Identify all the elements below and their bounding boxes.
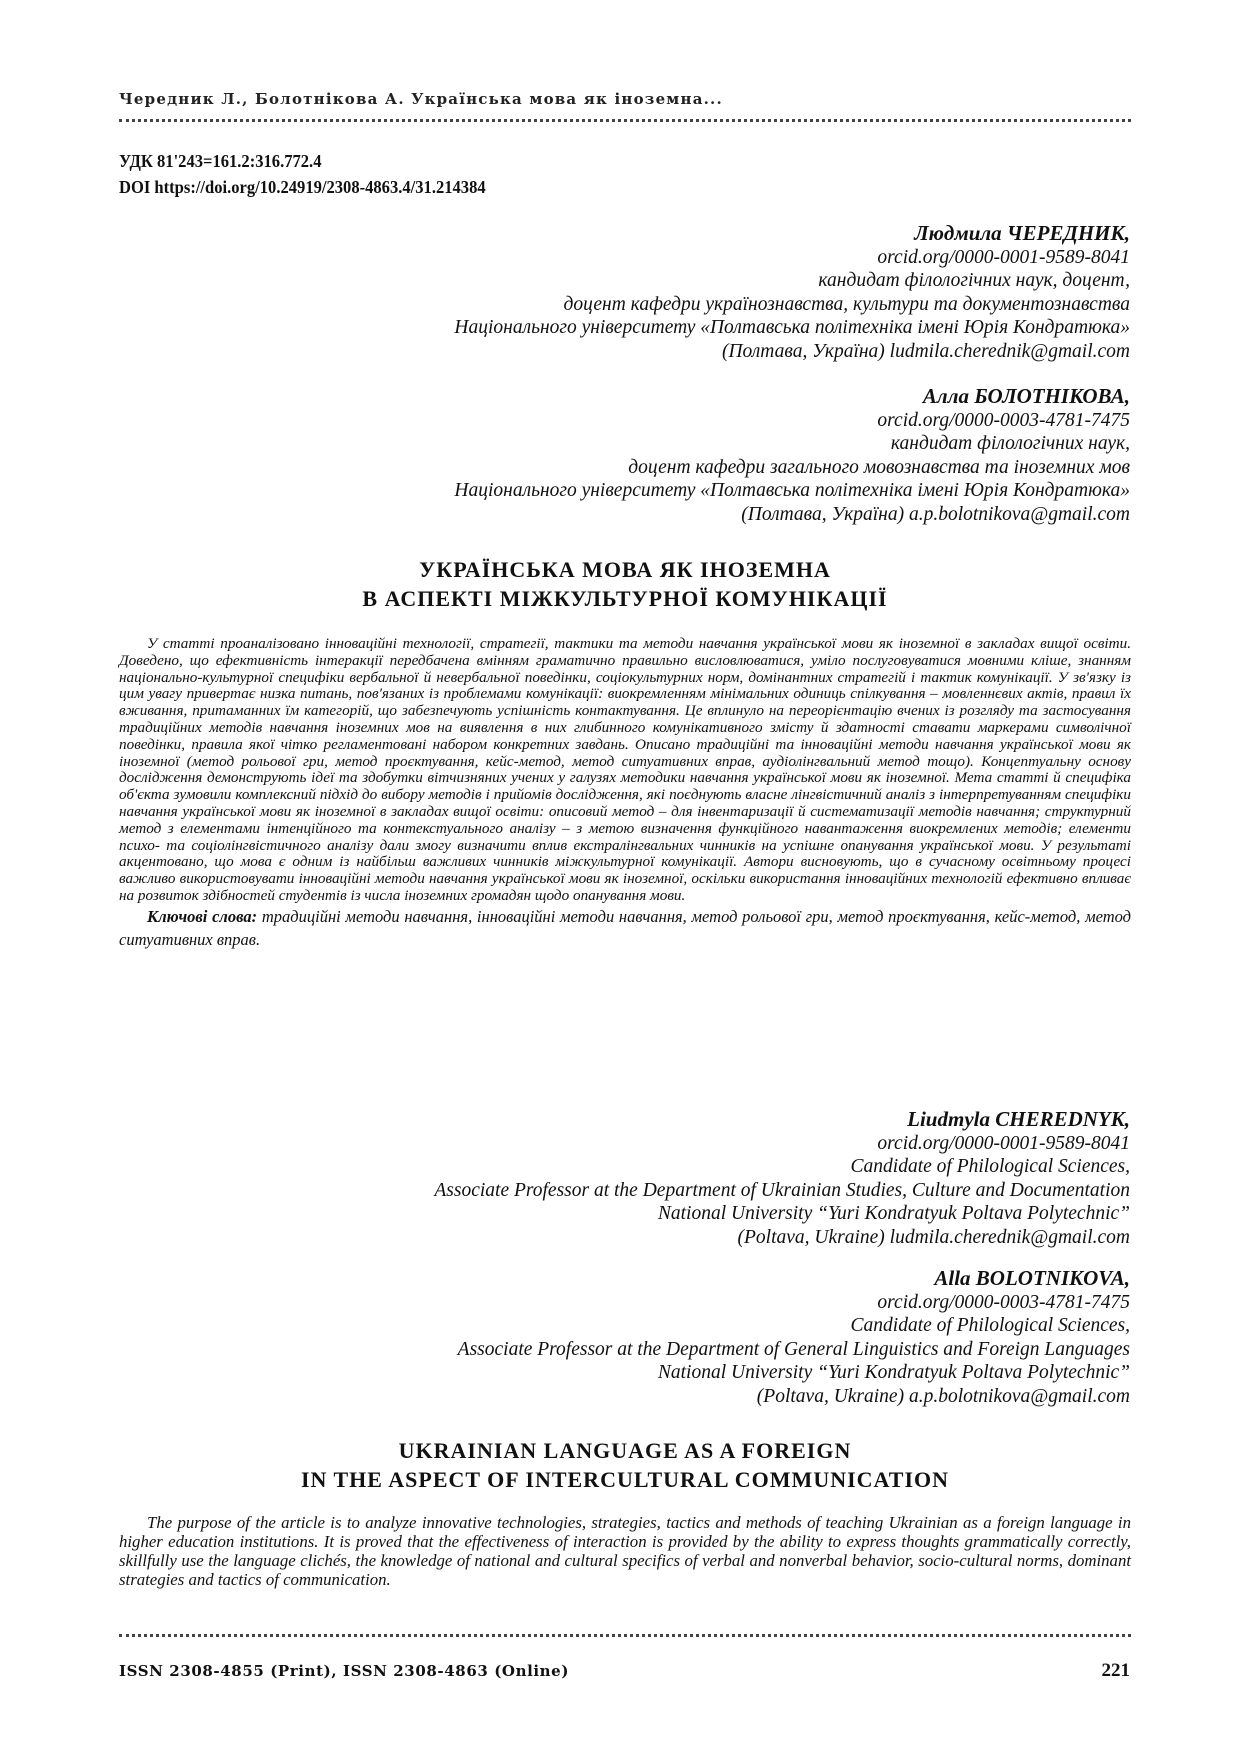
author-orcid[interactable]: orcid.org/0000-0001-9589-8041 (877, 246, 1130, 268)
keywords-text: традиційні методи навчання, інноваційні методи навчання, метод рольової гри, метод проєктування, кейс-метод, метод ситуативних вправ. (119, 906, 1131, 949)
abstract-text: У статті проаналізовано інноваційні технології, стратегії, тактики та методи навчання української мови як іноземної в закладах вищої освіти. Доведено, що ефективність інтеракції передбачена вмінням граматично правильно висловлюватися, уміло послуговуватися мовними кліше, знанням національно-культурної специфіки вербальної й невербальної поведінки, соціокультурних норм, домінантних стратегій і тактик комунікації. У зв'язку із цим увагу привертає низка питань, пов'язаних із проблемами комунікації: виокремленням мінімальних одиниць спілкування – мовленнєвих актів, правил їх вживання, притаманних їм категорій, що забезпечують успішність контактування. Це вплинуло на переорієнтацію вчених із розгляду та застосування традиційних методів навчання іноземних мов на виявлення в них глибинного комунікативного змісту й здатності ставати маркерами символічної поведінки, правила якої чітко регламентовані набором конкретних завдань. Описано традиційні та інноваційні методи навчання української мови як іноземної (метод рольової гри, метод проєктування, кейс-метод, метод ситуативних вправ, аудіолінгвальний метод тощо). Концептуальну основу дослідження демонструють ідеї та здобутки вітчизняних учених у галузях методики навчання української мови як іноземної. Мета статті й специфіка об'єкта зумовили комплексний підхід до вибору методів і прийомів дослідження, які поєднують власне лінгвістичний аналіз з інтерпретуванням специфіки навчання української мови як іноземної в закладах вищої освіти: описовий метод – для інвентаризації й систематизації методів навчання; структурний метод з елементами інтенційного та контекстуального аналізу – з метою визначення функційного навантаження виокремлених методів; елементи психо- та соціолінгвістичного аналізу дали змогу визначити вплив екстралінгвальних чинників на успішне опанування української мови. У результаті акцентовано, що мова є одним із найбільш важливих чинників міжкультурної комунікації. Автори висновують, що в сучасному освітньому процесі важливо використовувати інноваційні методи навчання української мови як іноземної, оскільки використання інноваційних технологій ефективно впливає на розвиток здібностей студентів із числа іноземних громадян щодо опанування мови. (119, 635, 1131, 904)
author-degree: кандидат філологічних наук, (890, 433, 1130, 454)
title-line: УКРАЇНСЬКА МОВА ЯК ІНОЗЕМНА (419, 557, 831, 582)
footer-divider (119, 1634, 1131, 1637)
author-affiliation: Національного університету «Полтавська політехніка імені Юрія Кондратюка» (454, 317, 1130, 338)
author-position: Associate Professor at the Department of Ukrainian Studies, Culture and Documentation (434, 1179, 1130, 1201)
author-block-ua-2 (454, 385, 1130, 526)
author-orcid[interactable]: orcid.org/0000-0001-9589-8041 (877, 1132, 1130, 1154)
author-orcid[interactable]: orcid.org/0000-0003-4781-7475 (877, 409, 1130, 431)
author-name: Liudmyla CHEREDNYK, (907, 1107, 1130, 1131)
author-degree: Candidate of Philological Sciences, (850, 1156, 1130, 1177)
page-number: 221 (1101, 1660, 1130, 1681)
author-orcid[interactable]: orcid.org/0000-0003-4781-7475 (877, 1291, 1130, 1313)
issn-info: ISSN 2308-4855 (Print), ISSN 2308-4863 (Online) (119, 1662, 570, 1680)
author-affiliation: National University “Yuri Kondratyuk Poltava Polytechnic” (657, 1362, 1130, 1383)
abstract-ua (119, 636, 1131, 951)
author-affiliation: National University “Yuri Kondratyuk Poltava Polytechnic” (657, 1203, 1130, 1224)
author-block-en-2 (458, 1267, 1130, 1408)
author-name: Alla BOLOTNIKOVA, (934, 1266, 1130, 1290)
author-degree: Candidate of Philological Sciences, (850, 1315, 1130, 1336)
author-name: Людмила ЧЕРЕДНИК, (914, 221, 1130, 245)
author-location-email: (Poltava, Ukraine) ludmila.cherednik@gmail.com (737, 1226, 1130, 1248)
author-degree: кандидат філологічних наук, доцент, (818, 270, 1130, 291)
article-title-ua (119, 555, 1131, 613)
author-name: Алла БОЛОТНІКОВА, (922, 384, 1130, 408)
author-affiliation: Національного університету «Полтавська політехніка імені Юрія Кондратюка» (454, 480, 1130, 501)
author-location-email: (Полтава, Україна) ludmila.cherednik@gmail.com (721, 340, 1130, 362)
abstract-text: The purpose of the article is to analyze innovative technologies, strategies, tactics and methods of teaching Ukrainian as a foreign language in higher education institutions. It is proved that the effectiveness of interaction is provided by the ability to express thoughts grammatically correctly, skillfully use the language clichés, the knowledge of national and cultural specifics of verbal and nonverbal behavior, socio-cultural norms, dominant strategies and tactics of communication. (119, 1513, 1131, 1589)
author-position: доцент кафедри загального мовознавства та іноземних мов (628, 456, 1130, 478)
author-block-ua-1 (454, 222, 1130, 363)
author-block-en-1 (434, 1108, 1130, 1249)
abstract-en (119, 1513, 1131, 1589)
keywords-label: Ключові слова: (147, 906, 258, 926)
doi-link[interactable]: DOI https://doi.org/10.24919/2308-4863.4/31.214384 (119, 177, 486, 197)
title-line: В АСПЕКТІ МІЖКУЛЬТУРНОЇ КОМУНІКАЦІЇ (362, 586, 888, 611)
author-position: Associate Professor at the Department of General Linguistics and Foreign Languages (457, 1338, 1130, 1360)
keywords-ua (119, 905, 1131, 951)
title-line: IN THE ASPECT OF INTERCULTURAL COMMUNICATION (300, 1467, 950, 1492)
article-meta (119, 148, 486, 200)
author-location-email: (Poltava, Ukraine) a.p.bolotnikova@gmail.com (756, 1385, 1130, 1407)
running-head: Чередник Л., Болотнікова А. Українська мова як іноземна... (119, 90, 723, 108)
title-line: UKRAINIAN LANGUAGE AS A FOREIGN (398, 1438, 852, 1463)
article-title-en (119, 1436, 1131, 1494)
header-divider (119, 119, 1131, 122)
author-position: доцент кафедри українознавства, культури та документознавства (563, 293, 1130, 315)
author-location-email: (Полтава, Україна) a.p.bolotnikova@gmail.com (741, 503, 1130, 525)
udk-code: УДК 81'243=161.2:316.772.4 (119, 151, 322, 171)
